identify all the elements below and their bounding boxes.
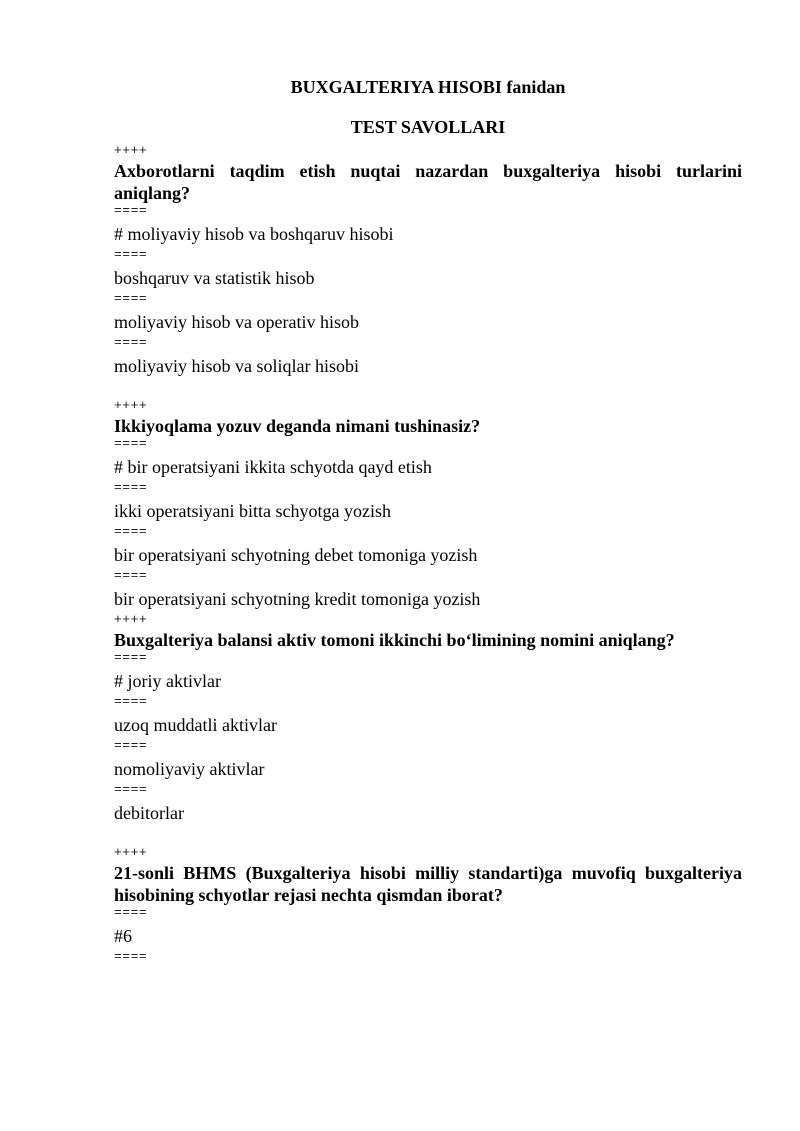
answer-option: boshqaruv va statistik hisob: [114, 268, 315, 288]
question-marker: ++++: [114, 398, 148, 413]
answer-option: bir operatsiyani schyotning kredit tomoniga yozish: [114, 589, 481, 609]
question-block: [114, 846, 742, 964]
answer-marker: ====: [114, 203, 148, 218]
answer-option: moliyaviy hisob va soliqlar hisobi: [114, 356, 359, 376]
answer-option: moliyaviy hisob va operativ hisob: [114, 312, 359, 332]
question-text: Axborotlarni taqdim etish nuqtai nazardan buxgalteriya hisobi turlarini aniqlang?: [114, 161, 742, 203]
answer-marker: ====: [114, 949, 148, 964]
question-text: 21-sonli BHMS (Buxgalteriya hisobi milliy standarti)ga muvofiq buxgalteriya hisobining schyotlar rejasi nechta qismdan iborat?: [114, 863, 742, 905]
question-marker: ++++: [114, 845, 148, 860]
answer-option: bir operatsiyani schyotning debet tomoniga yozish: [114, 545, 478, 565]
answer-marker: ====: [114, 738, 148, 753]
question-block: [114, 399, 742, 610]
question-block: [114, 613, 742, 824]
answer-marker: ====: [114, 694, 148, 709]
answer-option: # joriy aktivlar: [114, 671, 221, 691]
answer-option: # bir operatsiyani ikkita schyotda qayd etish: [114, 457, 432, 477]
question-marker: ++++: [114, 143, 148, 158]
answer-option: debitorlar: [114, 803, 184, 823]
answer-option: #6: [114, 926, 132, 946]
answer-marker: ====: [114, 335, 148, 350]
answer-marker: ====: [114, 650, 148, 665]
questions-list: [114, 144, 742, 964]
answer-option: uzoq muddatli aktivlar: [114, 715, 277, 735]
question-text: Ikkiyoqlama yozuv deganda nimani tushinasiz?: [114, 416, 481, 436]
question-block: [114, 144, 742, 377]
document-subtitle: TEST SAVOLLARI: [350, 117, 506, 137]
answer-option: # moliyaviy hisob va boshqaruv hisobi: [114, 224, 394, 244]
question-text: Buxgalteriya balansi aktiv tomoni ikkinchi bo‘limining nomini aniqlang?: [114, 630, 675, 650]
document-title: BUXGALTERIYA HISOBI fanidan: [290, 77, 566, 97]
answer-marker: ====: [114, 436, 148, 451]
answer-marker: ====: [114, 247, 148, 262]
answer-marker: ====: [114, 905, 148, 920]
answer-marker: ====: [114, 782, 148, 797]
answer-option: nomoliyaviy aktivlar: [114, 759, 265, 779]
answer-option: ikki operatsiyani bitta schyotga yozish: [114, 501, 391, 521]
question-marker: ++++: [114, 612, 148, 627]
answer-marker: ====: [114, 480, 148, 495]
answer-marker: ====: [114, 524, 148, 539]
answer-marker: ====: [114, 568, 148, 583]
answer-marker: ====: [114, 291, 148, 306]
